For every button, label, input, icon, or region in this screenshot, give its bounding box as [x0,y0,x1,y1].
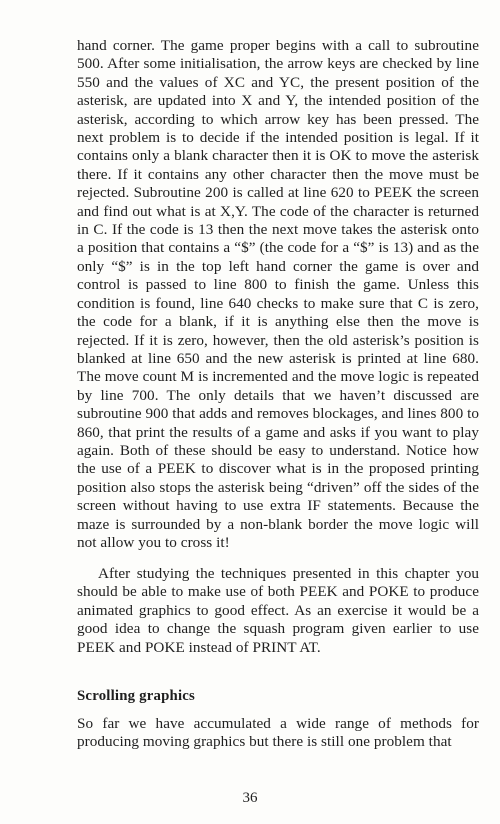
paragraph-2: After studying the techniques presented in this chapter you should be able to make use of both PEEK and POKE to produce animated graphics to good effect. As an exercise it would be a good idea to change the squash program given earlier to use PEEK and POKE instead of PRINT AT. [77,565,479,656]
page-number: 36 [242,790,258,806]
page-edge-shadow [488,0,500,824]
body-text-middle [77,565,479,657]
body-text-top [77,37,479,552]
section-heading: Scrolling graphics [77,688,196,704]
paragraph-1: hand corner. The game proper begins with a call to subroutine 500. After some initialisation, the arrow keys are checked by line 550 and the values of XC and YC, the present position of the asterisk, are updated into X and Y, the intended position of the asterisk, according to which arrow key has been pressed. The next problem is to decide if the intended position is legal. If it contains only a blank character then it is OK to move the asterisk there. If it contains any other character then the move must be rejected. Subroutine 200 is called at line 620 to PEEK the screen and find out what is at X,Y. The code of the character is returned in C. If the code is 13 then the next move takes the asterisk onto a position that contains a “$” (the code for a “$” is 13) and as the only “$” is in the top left hand corner the game is over and control is passed to line 800 to finish the game. Unless this condition is found, line 640 checks to make sure that C is zero, the code for a blank, if it is anything else then the move is rejected. If it is zero, however, then the old asterisk’s position is blanked at line 650 and the new asterisk is printed at line 680. The move count M is incremented and the move logic is repeated by line 700. The only details that we haven’t discussed are subroutine 900 that adds and removes blockages, and lines 800 to 860, that print the results of a game and asks if you want to play again. Both of these should be easy to understand. Notice how the use of a PEEK to discover what is in the proposed printing position also stops the asterisk being “driven” off the sides of the screen without having to use extra IF statements. Because the maze is surrounded by a non-blank border the move logic will not allow you to cross it! [77,37,479,551]
paragraph-3: So far we have accumulated a wide range of methods for producing moving graphics but there is still one problem that [77,715,479,751]
body-text-bottom [77,715,479,752]
